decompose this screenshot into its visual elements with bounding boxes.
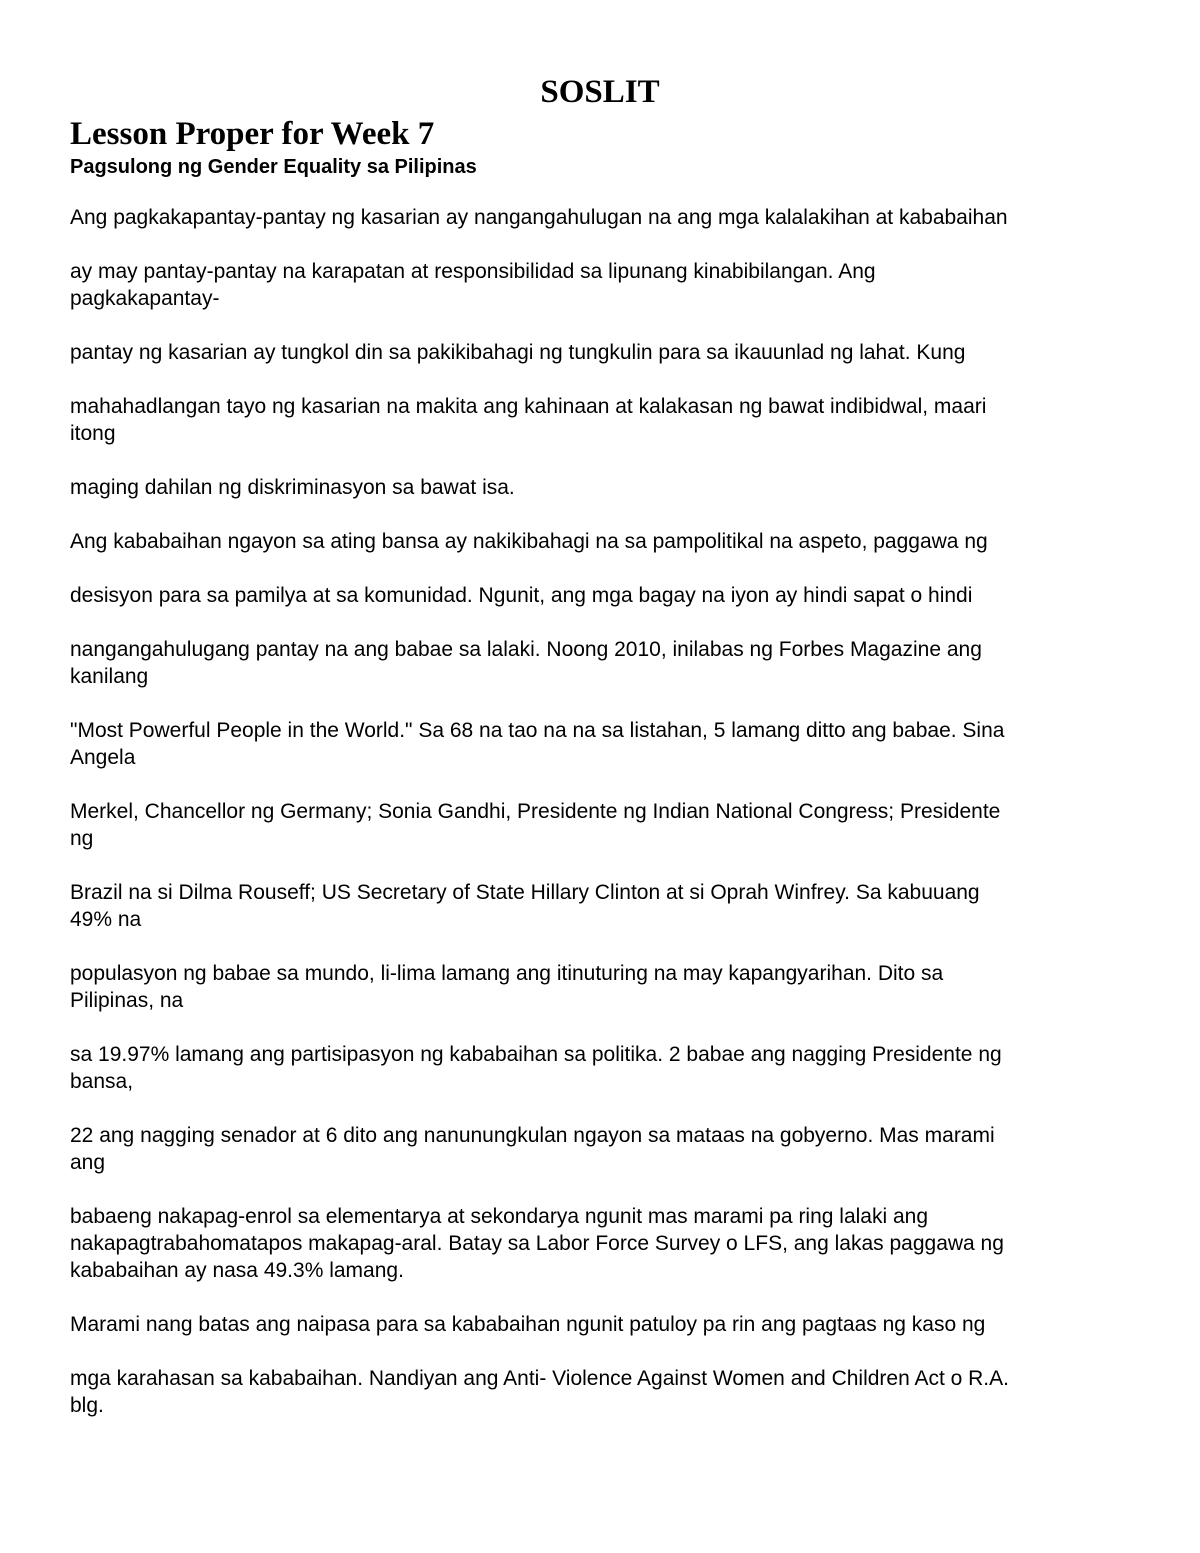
body-paragraph: ay may pantay-pantay na karapatan at responsibilidad sa lipunang kinabibilangan. Ang pagkakapantay- (70, 260, 876, 310)
document-title: SOSLIT (540, 74, 660, 110)
body-paragraph: nangangahulugang pantay na ang babae sa lalaki. Noong 2010, inilabas ng Forbes Magazine ang kanilang (70, 638, 982, 688)
body-paragraph: Brazil na si Dilma Rouseff; US Secretary of State Hillary Clinton at si Oprah Winfrey. Sa kabuuang 49% na (70, 881, 980, 931)
body-paragraph: "Most Powerful People in the World." Sa 68 na tao na na sa listahan, 5 lamang ditto ang babae. Sina Angela (70, 719, 1005, 769)
lesson-body (70, 204, 1140, 1446)
body-paragraph: mahahadlangan tayo ng kasarian na makita ang kahinaan at kalakasan ng bawat indibidwal, maari itong (70, 395, 987, 445)
body-paragraph: Ang kababaihan ngayon sa ating bansa ay nakikibahagi na sa pampolitikal na aspeto, paggawa ng (70, 530, 988, 553)
body-paragraph: desisyon para sa pamilya at sa komunidad. Ngunit, ang mga bagay na iyon ay hindi sapat o hindi (70, 584, 973, 607)
body-paragraph: pantay ng kasarian ay tungkol din sa pakikibahagi ng tungkulin para sa ikauunlad ng lahat. Kung (70, 341, 966, 364)
body-paragraph: mga karahasan sa kababaihan. Nandiyan ang Anti- Violence Against Women and Children Act o R.A. blg. (70, 1367, 1009, 1417)
lesson-heading: Lesson Proper for Week 7 (70, 116, 435, 152)
body-paragraph: Merkel, Chancellor ng Germany; Sonia Gandhi, Presidente ng Indian National Congress; Presidente ng (70, 800, 1001, 850)
body-paragraph: 22 ang nagging senador at 6 dito ang nanunungkulan ngayon sa mataas na gobyerno. Mas marami ang (70, 1124, 995, 1174)
body-paragraph: populasyon ng babae sa mundo, li-lima lamang ang itinuturing na may kapangyarihan. Dito sa Pilipinas, na (70, 962, 944, 1012)
lesson-subheading: Pagsulong ng Gender Equality sa Pilipinas (70, 156, 477, 178)
body-paragraph: sa 19.97% lamang ang partisipasyon ng kababaihan sa politika. 2 babae ang nagging Presidente ng bansa, (70, 1043, 1002, 1093)
body-paragraph: maging dahilan ng diskriminasyon sa bawat isa. (70, 476, 515, 499)
body-paragraph: babaeng nakapag-enrol sa elementarya at sekondarya ngunit mas marami pa ring lalaki ang nakapagtrabahomatapos makapag-aral. Batay sa Labor Force Survey o LFS, ang lakas paggawa ng kababaihan ay nasa 49.3% lamang. (70, 1205, 1004, 1282)
body-paragraph: Marami nang batas ang naipasa para sa kababaihan ngunit patuloy pa rin ang pagtaas ng kaso ng (70, 1313, 986, 1336)
body-paragraph: Ang pagkakapantay-pantay ng kasarian ay nangangahulugan na ang mga kalalakihan at kababaihan (70, 206, 1008, 229)
